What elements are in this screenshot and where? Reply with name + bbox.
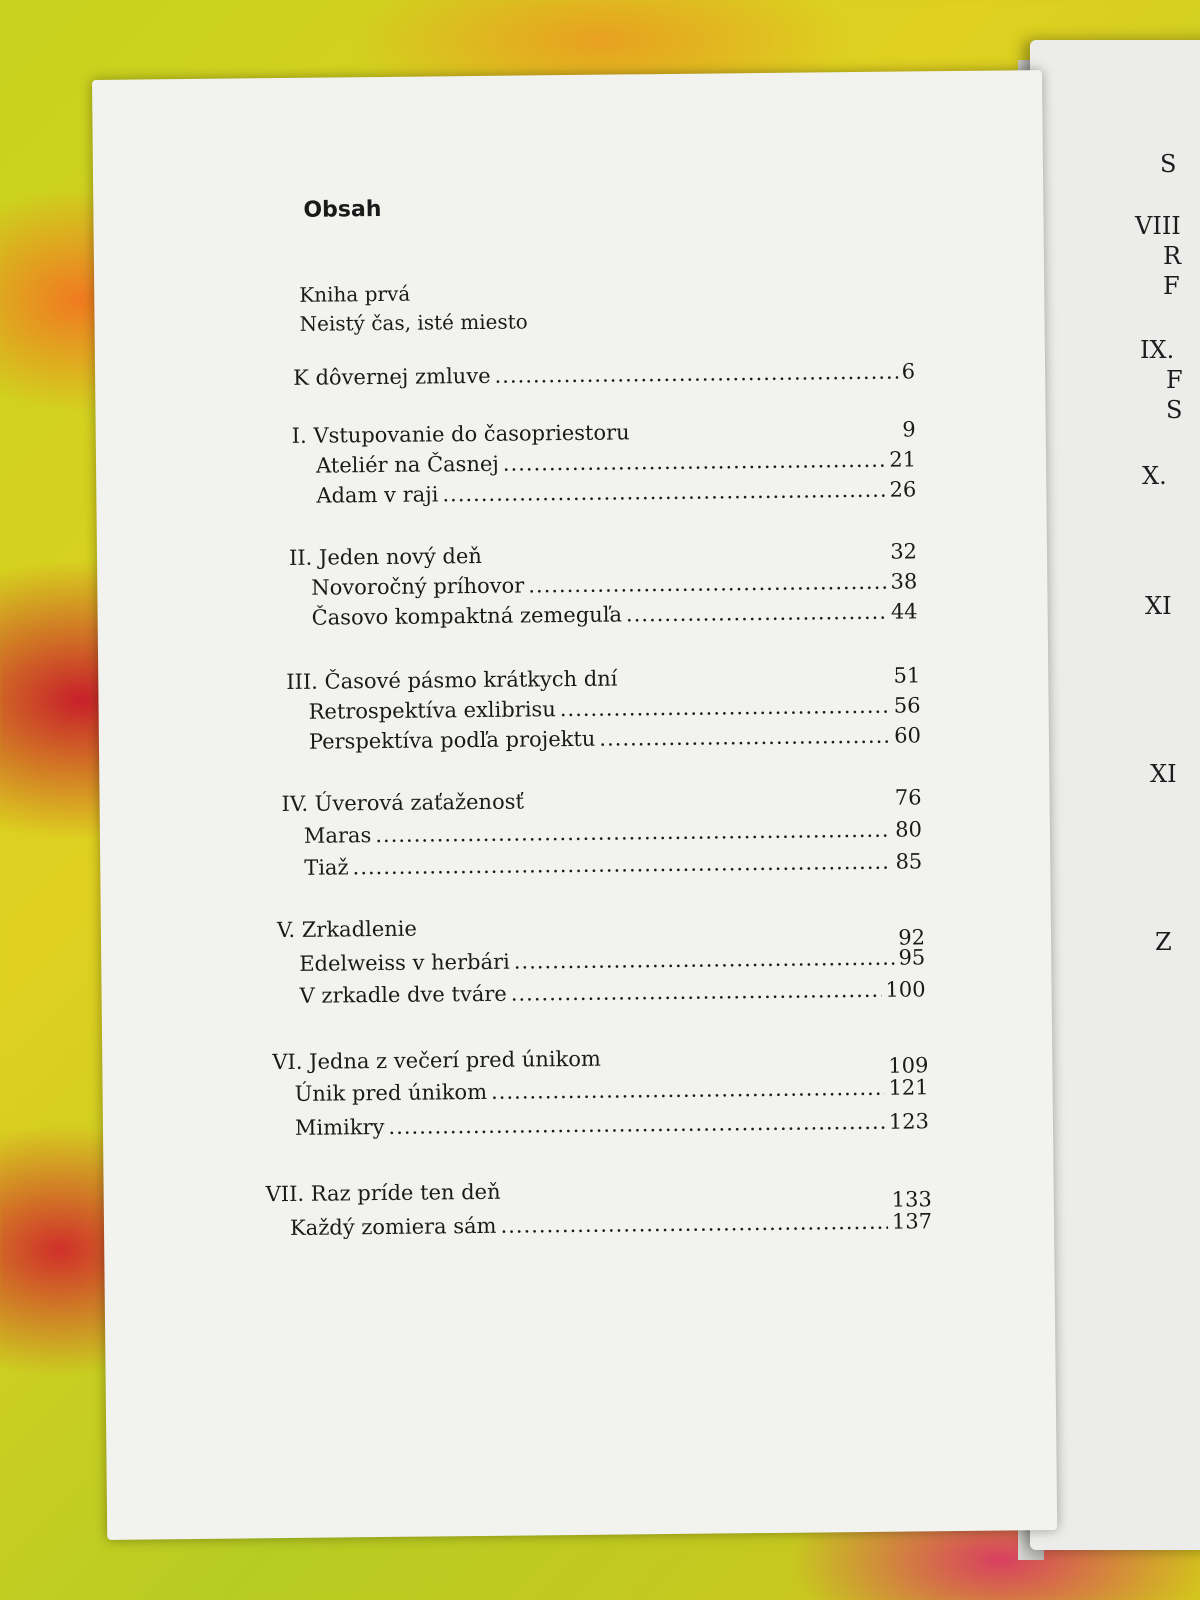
entry-page: 60 xyxy=(894,723,922,748)
right-page-fragment: R xyxy=(1163,242,1182,270)
toc-entry xyxy=(295,1075,929,1112)
entry-title: Novoročný príhovor xyxy=(311,573,525,600)
entry-page: 100 xyxy=(885,977,926,1002)
entry-title: Mimikry xyxy=(294,1114,385,1140)
toc-entry xyxy=(304,849,922,885)
dot-leader xyxy=(494,360,897,388)
toc-entry xyxy=(309,723,921,759)
entry-page: 21 xyxy=(889,447,917,472)
chapter-title: VI. Jedna z večerí pred únikom xyxy=(272,1046,601,1075)
entry-title: Ateliér na Časnej xyxy=(315,451,499,478)
toc-entry xyxy=(316,477,916,513)
entry-title: Časovo kompaktná zemeguľa xyxy=(311,602,623,630)
dot-leader xyxy=(511,978,882,1006)
toc-entry xyxy=(299,977,925,1014)
right-page-fragment: Z xyxy=(1155,928,1172,956)
table-of-contents xyxy=(92,70,1057,1540)
entry-page: 38 xyxy=(890,569,918,594)
chapter-title: III. Časové pásmo krátkych dní xyxy=(286,666,618,694)
dot-leader xyxy=(599,724,890,751)
dot-leader xyxy=(514,946,895,974)
right-page-fragment: F xyxy=(1163,272,1180,300)
right-page-fragment: S xyxy=(1160,150,1177,178)
dot-leader xyxy=(560,694,890,721)
right-page-fragment: X. xyxy=(1142,462,1167,490)
chapter-page: 133 xyxy=(891,1187,932,1212)
chapter-title: II. Jeden nový deň xyxy=(288,543,482,570)
entry-title: V zrkadle dve tváre xyxy=(299,981,507,1008)
right-page-fragment: S xyxy=(1166,396,1183,424)
chapter-page: 92 xyxy=(898,925,926,950)
entry-page: 137 xyxy=(891,1209,933,1234)
right-page-fragment: XI xyxy=(1145,592,1172,620)
entry-title: Každý zomiera sám xyxy=(289,1213,497,1240)
dot-leader xyxy=(503,448,886,476)
chapter-title: I. Vstupovanie do časopriestoru xyxy=(291,420,630,448)
left-page xyxy=(92,70,1057,1540)
dot-leader xyxy=(352,850,891,880)
dot-leader xyxy=(388,1110,885,1139)
toc-entry-intro xyxy=(293,359,915,396)
chapter-page: 76 xyxy=(894,785,922,810)
entry-page: 80 xyxy=(895,817,923,842)
book-subtitle: Neistý čas, isté miesto xyxy=(299,309,528,336)
chapter-page: 9 xyxy=(902,417,916,442)
entry-page: 56 xyxy=(893,693,921,718)
right-page-fragment: VIII xyxy=(1135,212,1181,240)
entry-title: Retrospektíva exlibrisu xyxy=(308,697,556,724)
chapter-page: 109 xyxy=(888,1053,929,1078)
dot-leader xyxy=(626,600,887,627)
toc-entry xyxy=(312,599,918,635)
entry-title: Edelweiss v herbári xyxy=(299,949,510,976)
dot-leader xyxy=(528,570,887,598)
chapter-heading xyxy=(281,785,921,816)
book-label: Kniha prvá xyxy=(299,281,411,307)
entry-title: Maras xyxy=(303,823,372,848)
chapter-heading xyxy=(286,663,920,694)
entry-title: Únik pred únikom xyxy=(294,1079,488,1106)
entry-page: 121 xyxy=(888,1075,929,1100)
chapter-title: VII. Raz príde ten deň xyxy=(265,1179,501,1207)
entry-page: 95 xyxy=(898,945,926,970)
toc-entry xyxy=(299,945,925,982)
dot-leader xyxy=(500,1210,888,1238)
right-page-fragment: IX. xyxy=(1140,336,1175,364)
toc-entry xyxy=(290,1209,932,1246)
entry-title: Perspektíva podľa projektu xyxy=(308,726,596,754)
chapter-title: IV. Úverová zaťaženosť xyxy=(281,789,525,817)
entry-title: K dôvernej zmluve xyxy=(293,363,491,390)
entry-title: Adam v raji xyxy=(316,482,439,508)
entry-page: 123 xyxy=(888,1109,930,1134)
chapter-title: V. Zrkadlenie xyxy=(276,916,418,943)
chapter-heading xyxy=(289,539,917,570)
chapter-heading xyxy=(292,417,916,448)
chapter-page: 32 xyxy=(890,539,918,564)
entry-title: Tiaž xyxy=(304,855,349,880)
entry-page: 6 xyxy=(901,359,916,384)
toc-entry xyxy=(295,1109,929,1146)
dot-leader xyxy=(442,478,885,507)
chapter-page: 51 xyxy=(893,663,921,688)
dot-leader xyxy=(491,1076,885,1104)
right-page-fragment: XI xyxy=(1150,760,1177,788)
dot-leader xyxy=(375,818,891,847)
entry-page: 44 xyxy=(890,599,918,624)
entry-page: 26 xyxy=(889,477,917,502)
entry-page: 85 xyxy=(895,849,923,874)
right-page-fragment: F xyxy=(1166,366,1183,394)
toc-entry xyxy=(304,817,922,853)
toc-heading: Obsah xyxy=(303,196,382,223)
